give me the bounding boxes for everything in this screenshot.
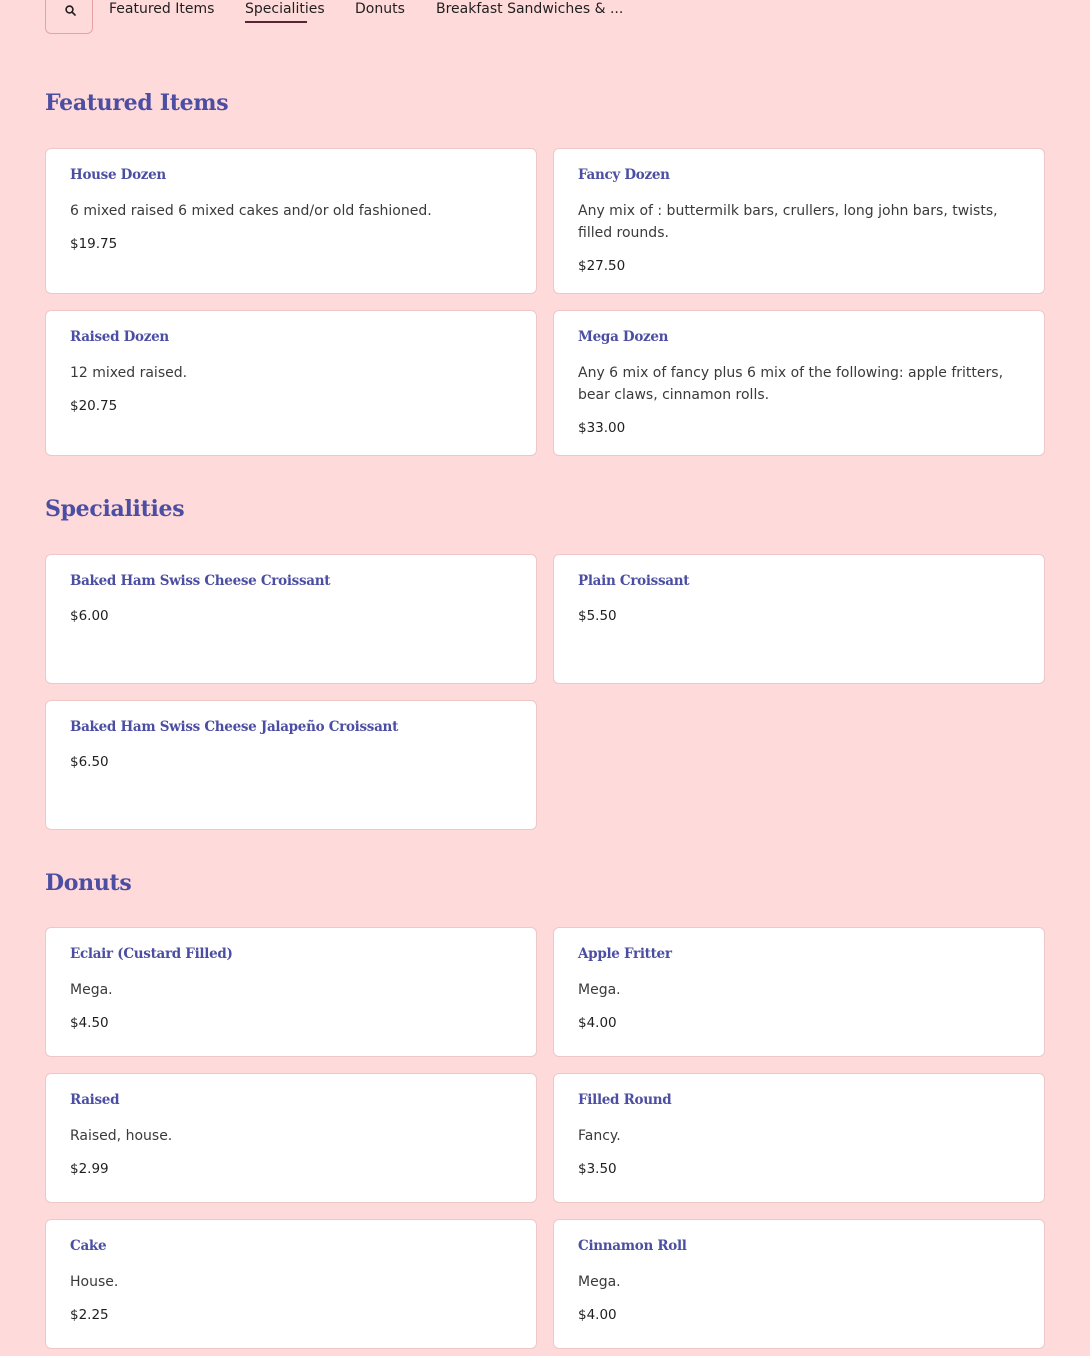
item-description: 6 mixed raised 6 mixed cakes and/or old fashioned.: [70, 203, 432, 219]
item-description: Fancy.: [578, 1128, 621, 1144]
item-price: $4.00: [578, 1015, 617, 1031]
menu-item-card[interactable]: [553, 1073, 1045, 1203]
item-name: Baked Ham Swiss Cheese Jalapeño Croissant: [70, 719, 399, 735]
item-price: $2.99: [70, 1161, 109, 1177]
item-name: Apple Fritter: [578, 946, 672, 962]
item-name: Raised: [70, 1092, 120, 1108]
item-name: Plain Croissant: [578, 573, 690, 589]
tab-donuts[interactable]: Donuts: [355, 1, 405, 17]
item-price: $4.50: [70, 1015, 109, 1031]
item-price: $6.50: [70, 754, 109, 770]
category-nav: [0, 0, 1090, 34]
menu-item-card[interactable]: [45, 927, 537, 1057]
item-name: Raised Dozen: [70, 329, 169, 345]
item-name: Cake: [70, 1238, 107, 1254]
section-title-specialities: Specialities: [45, 496, 185, 522]
item-description: Any 6 mix of fancy plus 6 mix of the following: apple fritters, bear claws, cinnamon rolls.: [578, 365, 1004, 403]
item-description: Raised, house.: [70, 1128, 173, 1144]
item-price: $33.00: [578, 420, 626, 436]
item-name: Fancy Dozen: [578, 167, 670, 183]
tab-featured-items[interactable]: Featured Items: [109, 1, 215, 17]
item-description: Mega.: [578, 1274, 621, 1290]
section-title-donuts: Donuts: [45, 870, 132, 896]
item-price: $6.00: [70, 608, 109, 624]
item-price: $5.50: [578, 608, 617, 624]
search-icon: [65, 5, 76, 16]
item-price: $27.50: [578, 258, 626, 274]
menu-item-card[interactable]: [45, 700, 537, 830]
tab-specialities[interactable]: Specialities: [245, 1, 325, 17]
menu-item-card[interactable]: [45, 148, 537, 294]
menu-item-card[interactable]: [553, 554, 1045, 684]
menu-item-card[interactable]: [45, 1073, 537, 1203]
item-description: Mega.: [70, 982, 113, 998]
item-price: $4.00: [578, 1307, 617, 1323]
item-price: $20.75: [70, 398, 118, 414]
menu-item-card[interactable]: [45, 1219, 537, 1349]
menu-item-card[interactable]: [553, 148, 1045, 294]
menu-item-card[interactable]: [45, 554, 537, 684]
item-name: Filled Round: [578, 1092, 672, 1108]
menu-item-card[interactable]: [45, 310, 537, 456]
item-name: Mega Dozen: [578, 329, 669, 345]
item-description: Mega.: [578, 982, 621, 998]
item-name: Eclair (Custard Filled): [70, 946, 233, 962]
item-name: Baked Ham Swiss Cheese Croissant: [70, 573, 331, 589]
item-description: Any mix of : buttermilk bars, crullers, long john bars, twists, filled rounds.: [578, 203, 998, 241]
tab-breakfast-sandwiches[interactable]: Breakfast Sandwiches & ...: [436, 1, 624, 17]
item-price: $19.75: [70, 236, 118, 252]
item-name: House Dozen: [70, 167, 166, 183]
item-description: House.: [70, 1274, 119, 1290]
menu-item-card[interactable]: [553, 927, 1045, 1057]
menu-item-card[interactable]: [553, 310, 1045, 456]
item-description: 12 mixed raised.: [70, 365, 188, 381]
item-price: $3.50: [578, 1161, 617, 1177]
item-name: Cinnamon Roll: [578, 1238, 687, 1254]
item-price: $2.25: [70, 1307, 109, 1323]
section-title-featured: Featured Items: [45, 90, 229, 116]
menu-item-card[interactable]: [553, 1219, 1045, 1349]
search-button[interactable]: [45, 0, 93, 34]
